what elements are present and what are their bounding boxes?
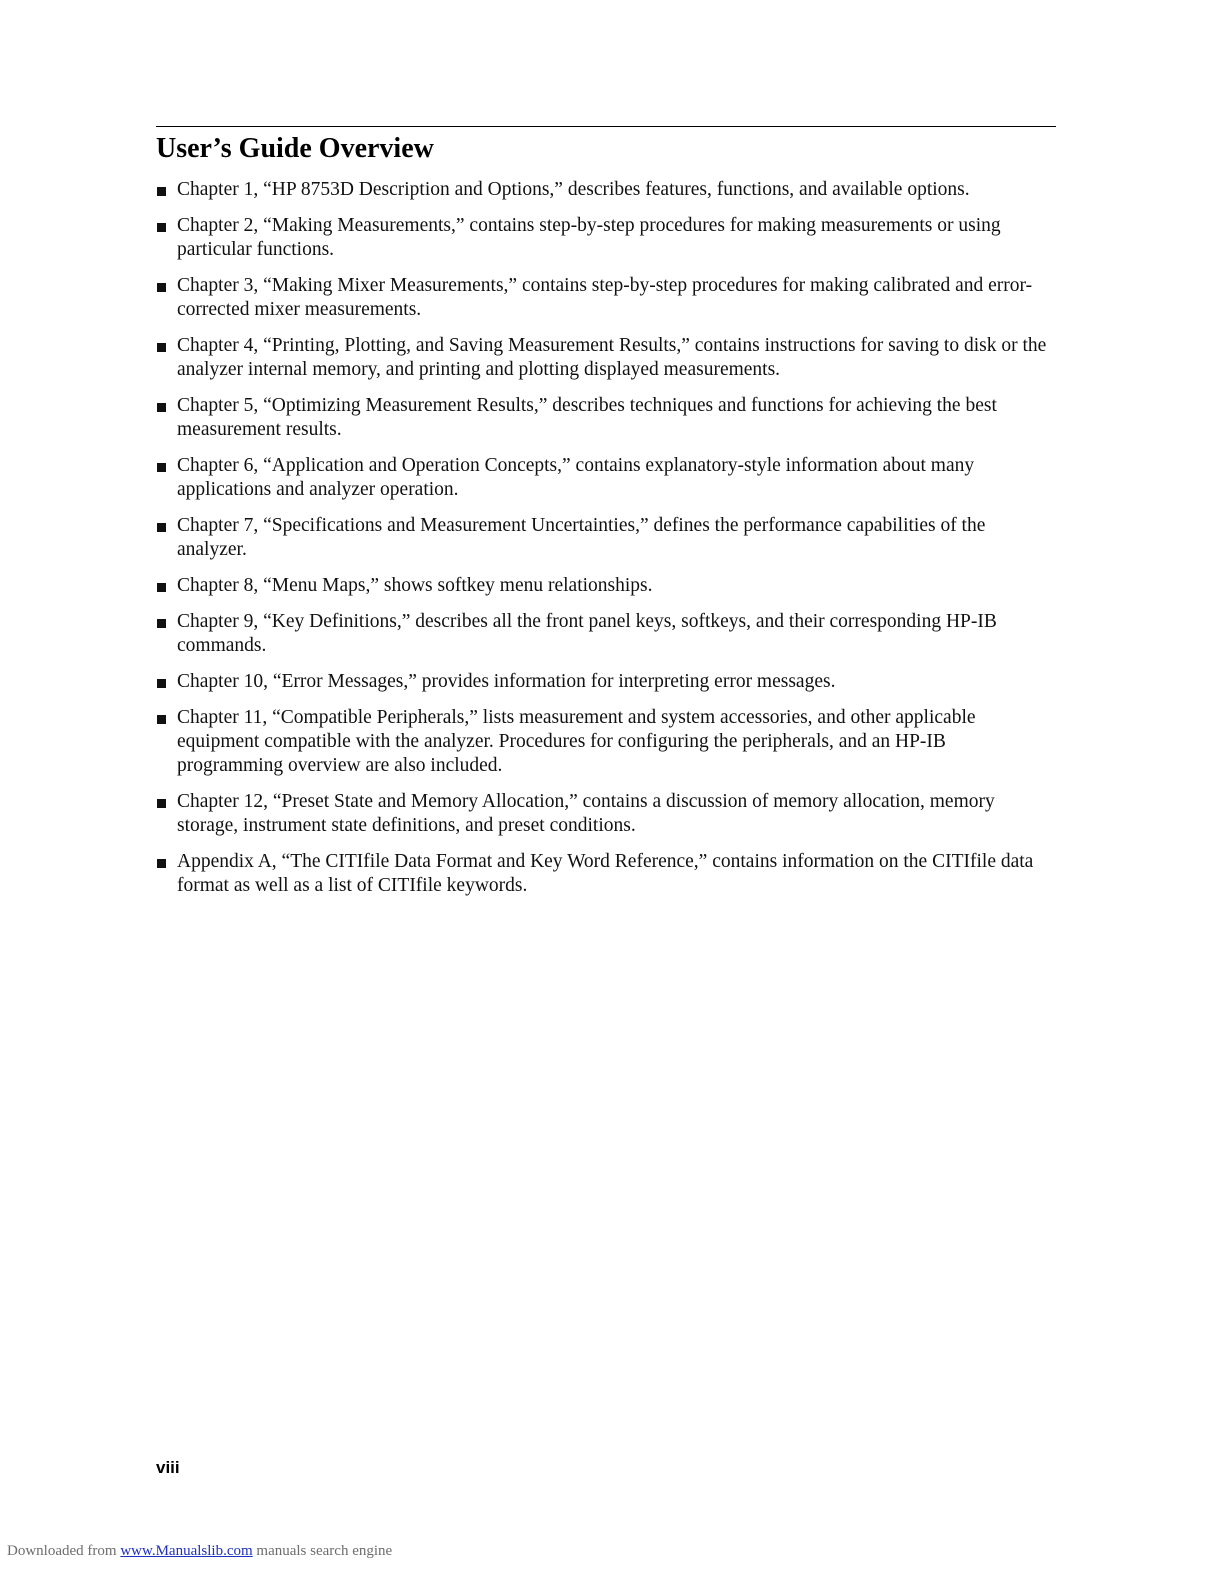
list-item [156, 454, 1056, 502]
list-item [156, 850, 1056, 898]
list-item [156, 394, 1056, 442]
square-bullet-icon [157, 583, 166, 592]
list-item [156, 574, 1056, 598]
download-footer [7, 1542, 392, 1560]
list-item-text: Chapter 1, “HP 8753D Description and Options,” describes features, functions, and available options. [177, 179, 970, 200]
list-item [156, 514, 1056, 562]
list-item-text: Chapter 5, “Optimizing Measurement Results,” describes techniques and functions for achieving the best measurement results. [177, 395, 997, 440]
list-item-text: Chapter 3, “Making Mixer Measurements,” contains step-by-step procedures for making calibrated and error-corrected mixer measurements. [177, 275, 1033, 320]
list-item-text: Chapter 8, “Menu Maps,” shows softkey menu relationships. [177, 575, 653, 596]
list-item [156, 334, 1056, 382]
list-item-text: Chapter 7, “Specifications and Measurement Uncertainties,” defines the performance capabilities of the analyzer. [177, 515, 986, 560]
list-item [156, 610, 1056, 658]
square-bullet-icon [157, 523, 166, 532]
list-item-text: Chapter 10, “Error Messages,” provides information for interpreting error messages. [177, 671, 836, 692]
footer-prefix: Downloaded from [7, 1543, 117, 1559]
list-item [156, 790, 1056, 838]
footer-suffix: manuals search engine [256, 1543, 393, 1559]
list-item-text: Chapter 9, “Key Definitions,” describes all the front panel keys, softkeys, and their corresponding HP-IB commands. [177, 611, 997, 656]
list-item-text: Chapter 4, “Printing, Plotting, and Saving Measurement Results,” contains instructions for saving to disk or the analyzer internal memory, and printing and plotting displayed measurements. [177, 335, 1047, 380]
list-item-text: Chapter 11, “Compatible Peripherals,” lists measurement and system accessories, and other applicable equipment compatible with the analyzer. Procedures for configuring the peripherals, and an HP-IB programming overview are also included. [177, 707, 976, 776]
square-bullet-icon [157, 187, 166, 196]
list-item [156, 214, 1056, 262]
list-item [156, 274, 1056, 322]
list-item-text: Chapter 6, “Application and Operation Concepts,” contains explanatory-style information about many applications and analyzer operation. [177, 455, 975, 500]
list-item-text: Chapter 12, “Preset State and Memory Allocation,” contains a discussion of memory allocation, memory storage, instrument state definitions, and preset conditions. [177, 791, 995, 836]
square-bullet-icon [157, 463, 166, 472]
square-bullet-icon [157, 343, 166, 352]
square-bullet-icon [157, 283, 166, 292]
header-rule [156, 126, 1056, 127]
square-bullet-icon [157, 403, 166, 412]
list-item-text: Chapter 2, “Making Measurements,” contains step-by-step procedures for making measurements or using particular functions. [177, 215, 1001, 260]
footer-link[interactable]: www.Manualslib.com [120, 1543, 253, 1559]
square-bullet-icon [157, 859, 166, 868]
list-item [156, 670, 1056, 694]
list-item-text: Appendix A, “The CITIfile Data Format and Key Word Reference,” contains information on the CITIfile data format as well as a list of CITIfile keywords. [177, 851, 1034, 896]
square-bullet-icon [157, 799, 166, 808]
square-bullet-icon [157, 223, 166, 232]
page-title: User’s Guide Overview [156, 133, 434, 164]
page-number: viii [156, 1458, 180, 1477]
square-bullet-icon [157, 619, 166, 628]
list-item [156, 178, 1056, 202]
chapter-list [156, 178, 1056, 910]
square-bullet-icon [157, 679, 166, 688]
list-item [156, 706, 1056, 778]
square-bullet-icon [157, 715, 166, 724]
